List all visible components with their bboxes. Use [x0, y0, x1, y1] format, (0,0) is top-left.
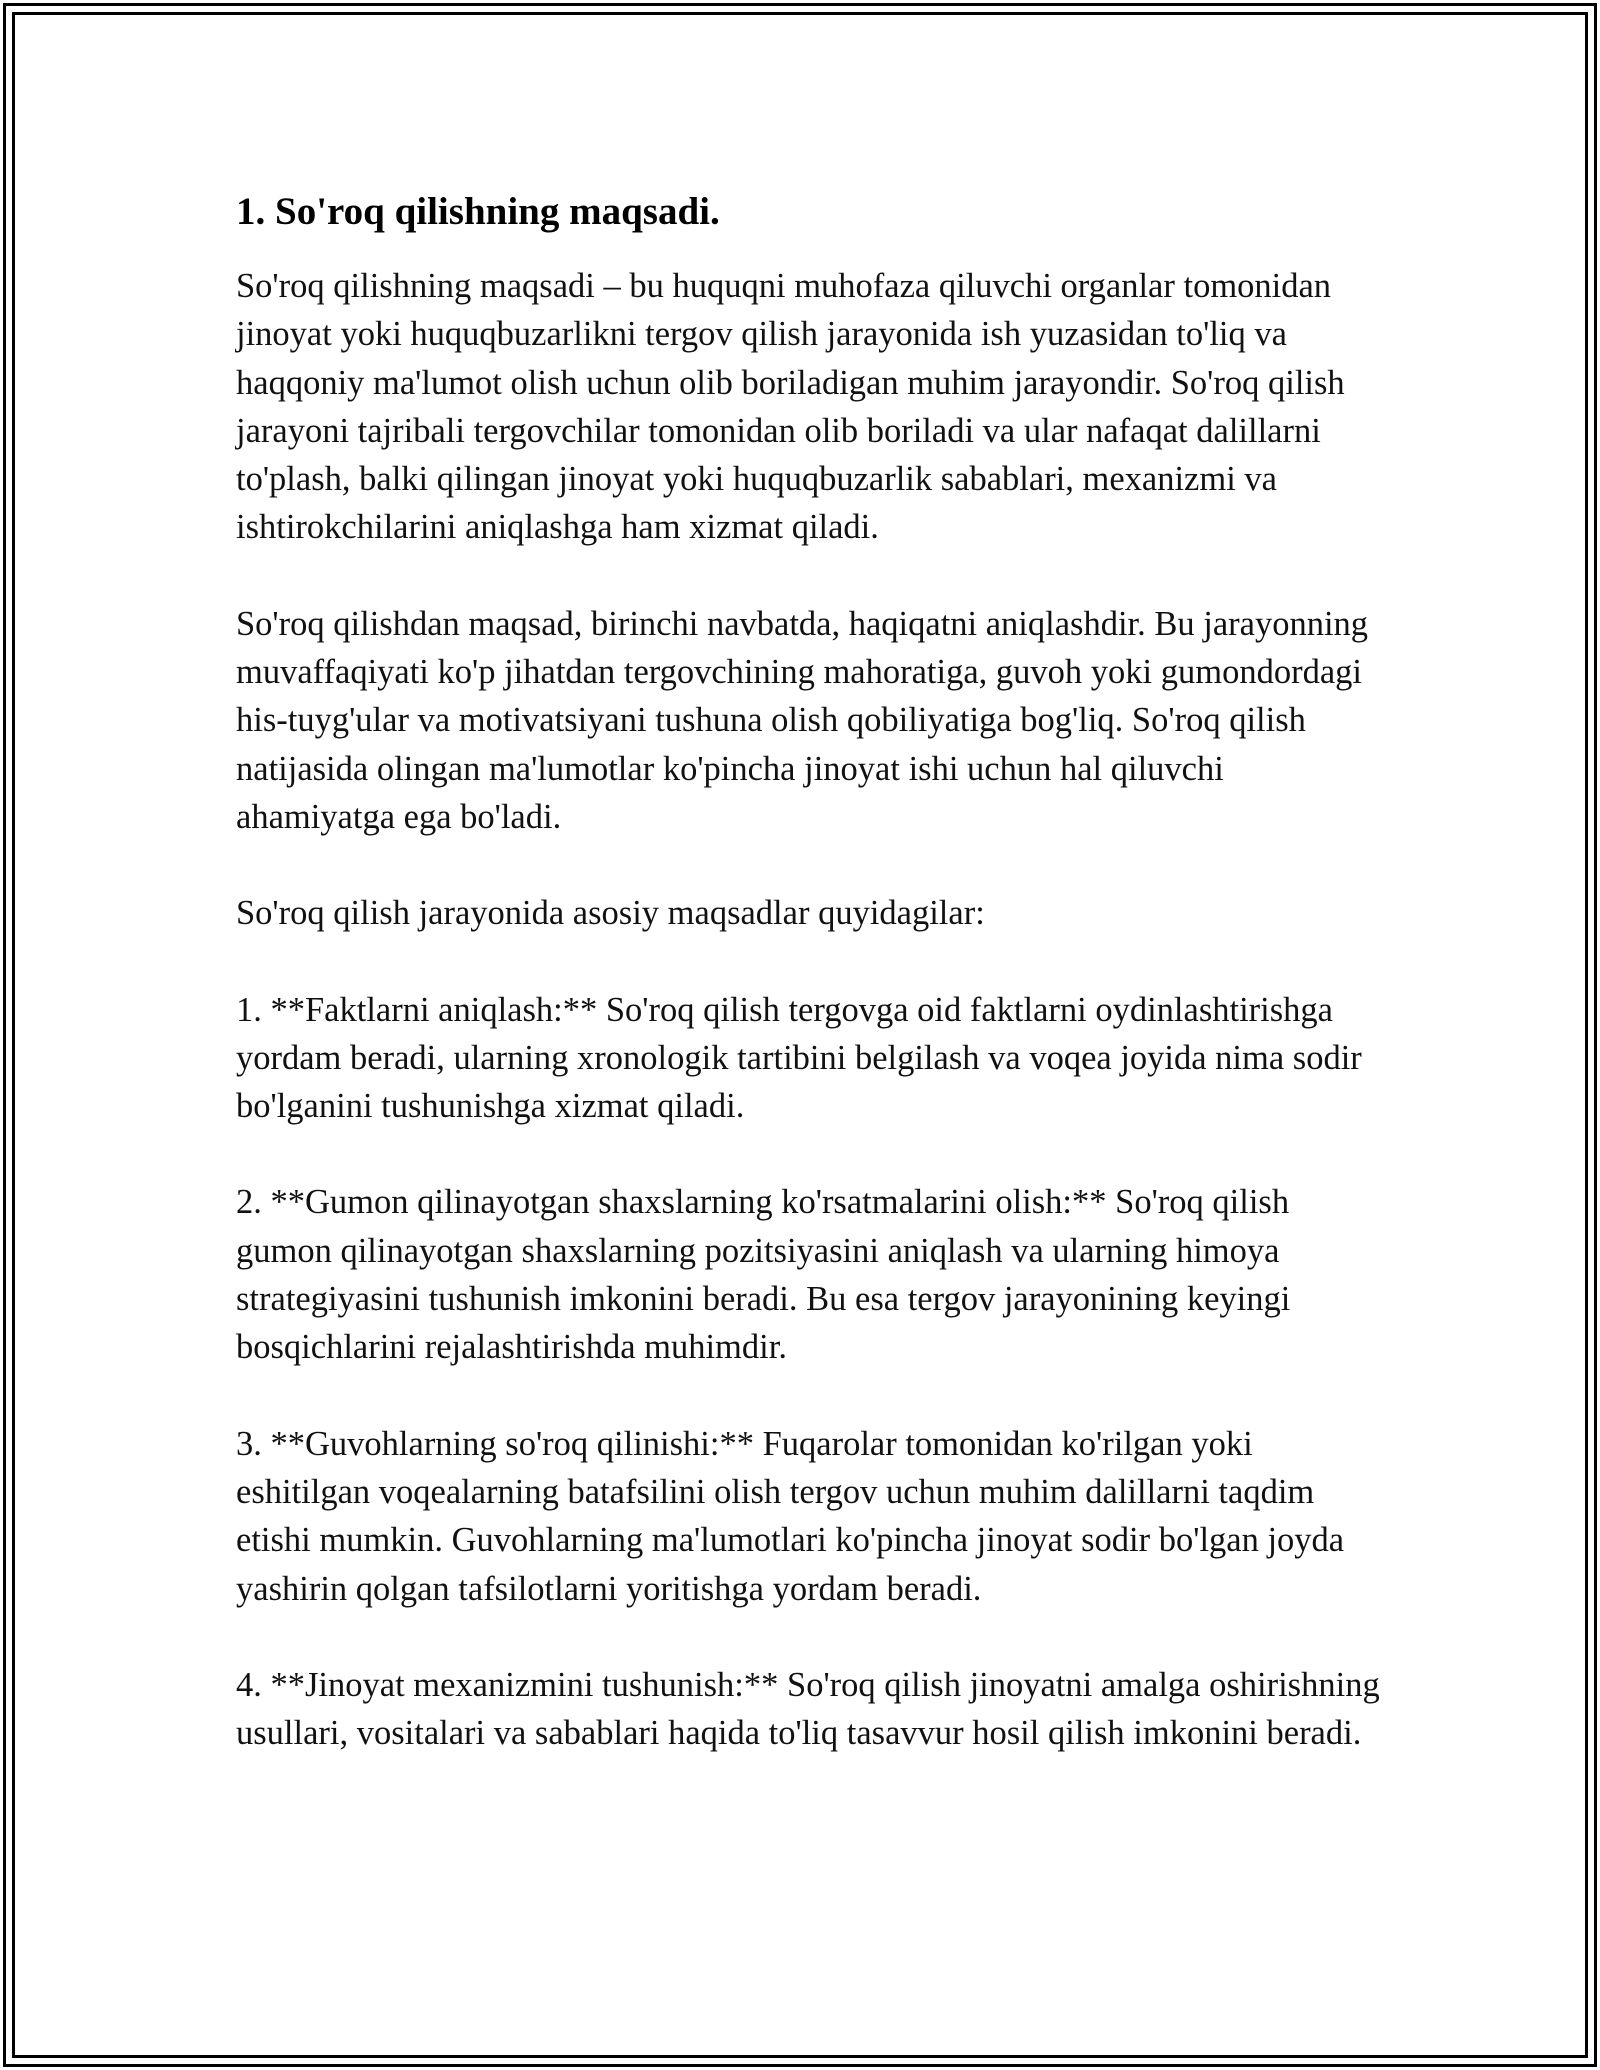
section-heading: 1. So'roq qilishning maqsadi.	[236, 190, 720, 233]
list-item-facts: 1. **Faktlarni aniqlash:** So'roq qilish tergovga oid faktlarni oydinlashtirishga yordam beradi, ularning xronologik tartibini belgilash va voqea joyida nima sodir bo'lganini tushunishga xizmat qiladi.	[236, 990, 1362, 1126]
paragraph-intro: So'roq qilishning maqsadi – bu huquqni muhofaza qiluvchi organlar tomonidan jinoyat yoki huquqbuzarlikni tergov qilish jarayonida ish yuzasidan to'liq va haqqoniy ma'lumot olish uchun olib boriladigan muhim jarayondir. So'roq qilish jarayoni tajribali tergovchilar tomonidan olib boriladi va ular nafaqat dalillarni to'plash, balki qilingan jinoyat yoki huquqbuzarlik sabablari, mexanizmi va ishtirokchilarini aniqlashga ham xizmat qiladi.	[236, 267, 1345, 547]
paragraph-purpose: So'roq qilishdan maqsad, birinchi navbatda, haqiqatni aniqlashdir. Bu jarayonning muvaffaqiyati ko'p jihatdan tergovchining mahoratiga, guvoh yoki gumondordagi his-tuyg'ular va motivatsiyani tushuna olish qobiliyatiga bog'liq. So'roq qilish natijasida olingan ma'lumotlar ko'pincha jinoyat ishi uchun hal qiluvchi ahamiyatga ega bo'ladi.	[236, 604, 1369, 836]
list-item-mechanism: 4. **Jinoyat mexanizmini tushunish:** So'roq qilish jinoyatni amalga oshirishning usullari, vositalari va sabablari haqida to'liq tasavvur hosil qilish imkonini beradi.	[236, 1665, 1380, 1753]
list-item-witnesses: 3. **Guvohlarning so'roq qilinishi:** Fuqarolar tomonidan ko'rilgan yoki eshitilgan voqealarning batafsilini olish tergov uchun muhim dalillarni taqdim etishi mumkin. Guvohlarning ma'lumotlari ko'pincha jinoyat sodir bo'lgan joyda yashirin qolgan tafsilotlarni yoritishga yordam beradi.	[236, 1424, 1345, 1608]
list-item-suspects: 2. **Gumon qilinayotgan shaxslarning ko'rsatmalarini olish:** So'roq qilish gumon qilinayotgan shaxslarning pozitsiyasini aniqlash va ularning himoya strategiyasini tushunish imkonini beradi. Bu esa tergov jarayonining keyingi bosqichlarini rejalashtirishda muhimdir.	[236, 1183, 1291, 1367]
paragraph-list-intro: So'roq qilish jarayonida asosiy maqsadlar quyidagilar:	[236, 894, 985, 933]
document-body	[236, 186, 1386, 1757]
